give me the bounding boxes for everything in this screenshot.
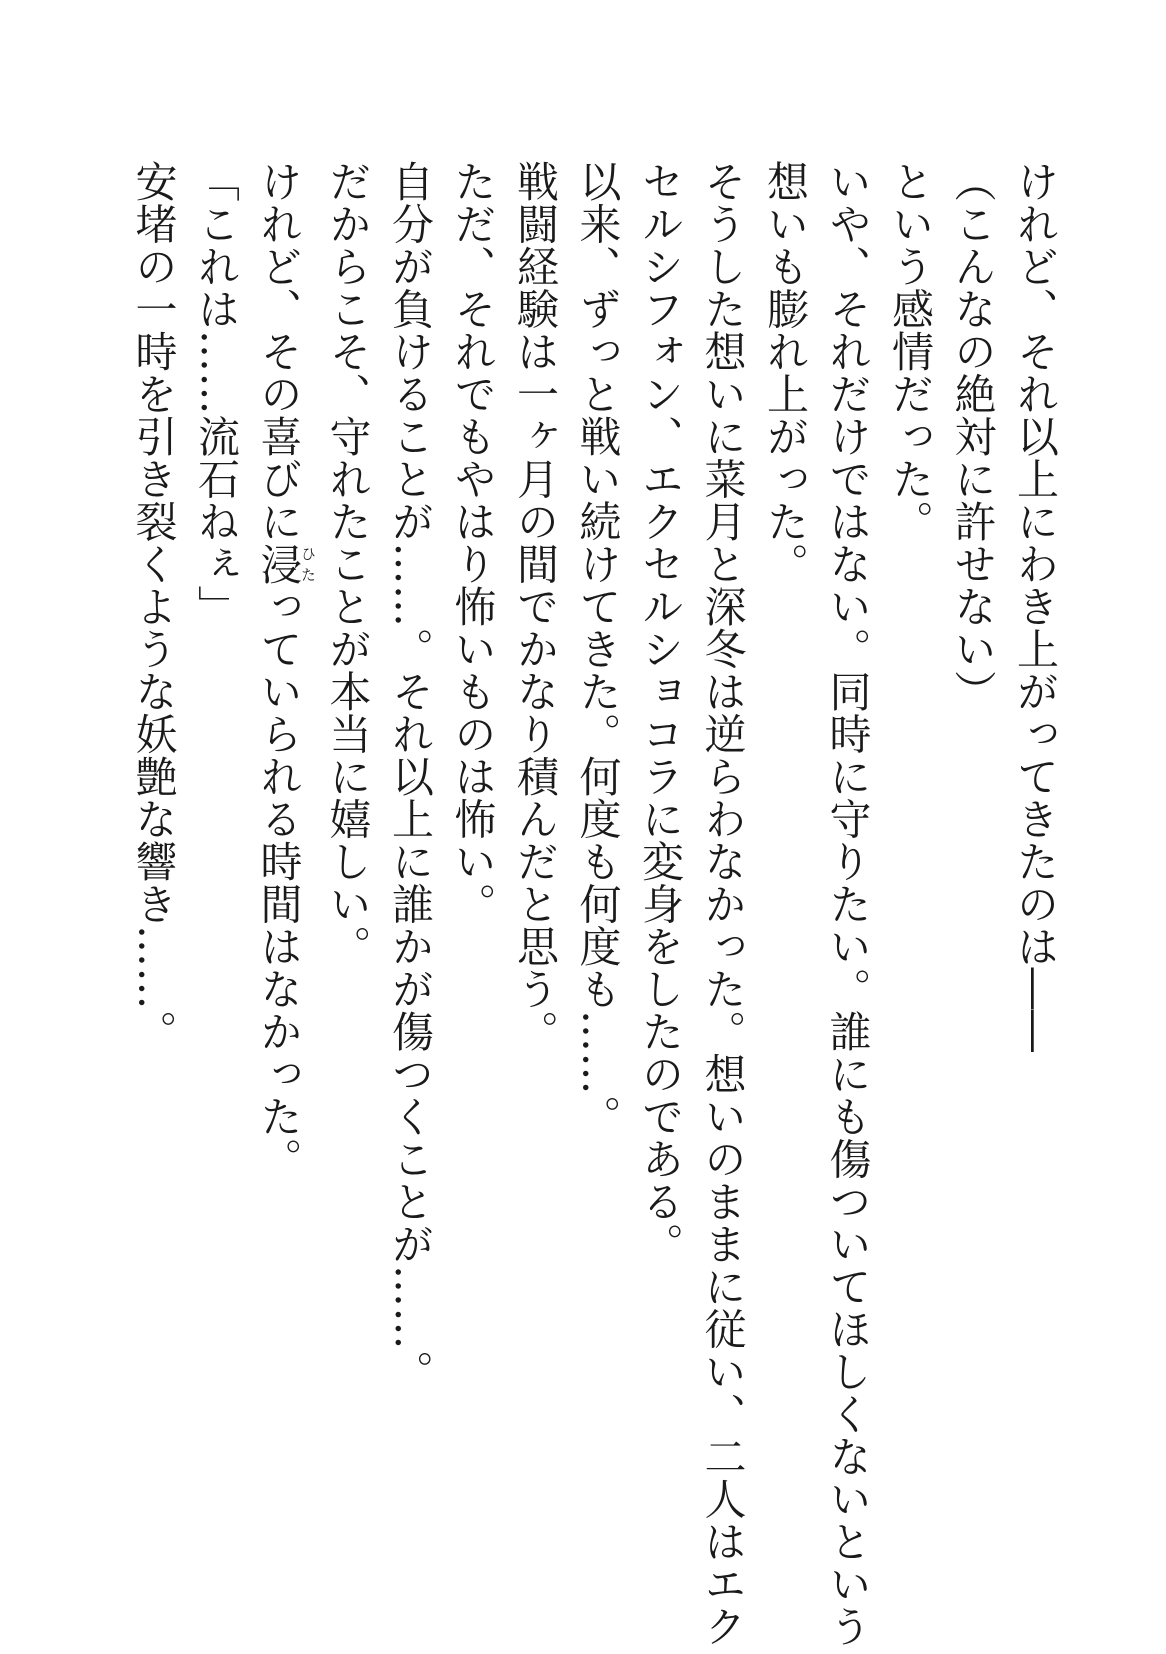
text-line-13-after: っていられる時間はなかった。	[254, 585, 304, 1180]
ruby-reading: ひた	[299, 542, 317, 585]
text-line-2: （こんなの絶対に許せない）	[948, 160, 998, 713]
vertical-text-body	[122, 160, 1066, 1648]
text-line-13-before: けれど、その喜びに	[254, 160, 304, 543]
ruby-base: 浸	[254, 542, 304, 585]
text-line-6: そうした想いに菜月と深冬は逆らわなかった。想いのままに従い、二人はエク	[698, 160, 748, 1648]
ruby-annotation	[254, 542, 317, 586]
text-line-15: 安堵の一時を引き裂くような妖艶な響き……。	[129, 160, 179, 1053]
text-line-1: けれど、それ以上にわき上がってきたのは――	[1011, 160, 1060, 1053]
text-line-8: 以来、ずっと戦い続けてきた。何度も何度も……。	[573, 160, 623, 1138]
text-line-3: という感情だった。	[886, 160, 935, 543]
text-line-4: いや、それだけではない。同時に守りたい。誰にも傷ついてほしくないという	[823, 160, 873, 1648]
text-line-10: ただ、それでもやはり怖いものは怖い。	[448, 160, 498, 925]
text-line-13-with-ruby	[247, 160, 316, 1520]
text-line-11: 自分が負けることが……。それ以上に誰かが傷つくことが……。	[386, 160, 435, 1393]
text-line-7: セルシフォン、エクセルショコラに変身をしたのである。	[636, 160, 685, 1265]
text-line-14: 「これは……流石ねぇ」	[192, 160, 241, 628]
text-line-5: 想いも膨れ上がった。	[761, 160, 810, 585]
text-line-9: 戦闘経験は一ヶ月の間でかなり積んだと思う。	[511, 160, 560, 1053]
text-line-12: だからこそ、守れたことが本当に嬉しい。	[323, 160, 373, 968]
